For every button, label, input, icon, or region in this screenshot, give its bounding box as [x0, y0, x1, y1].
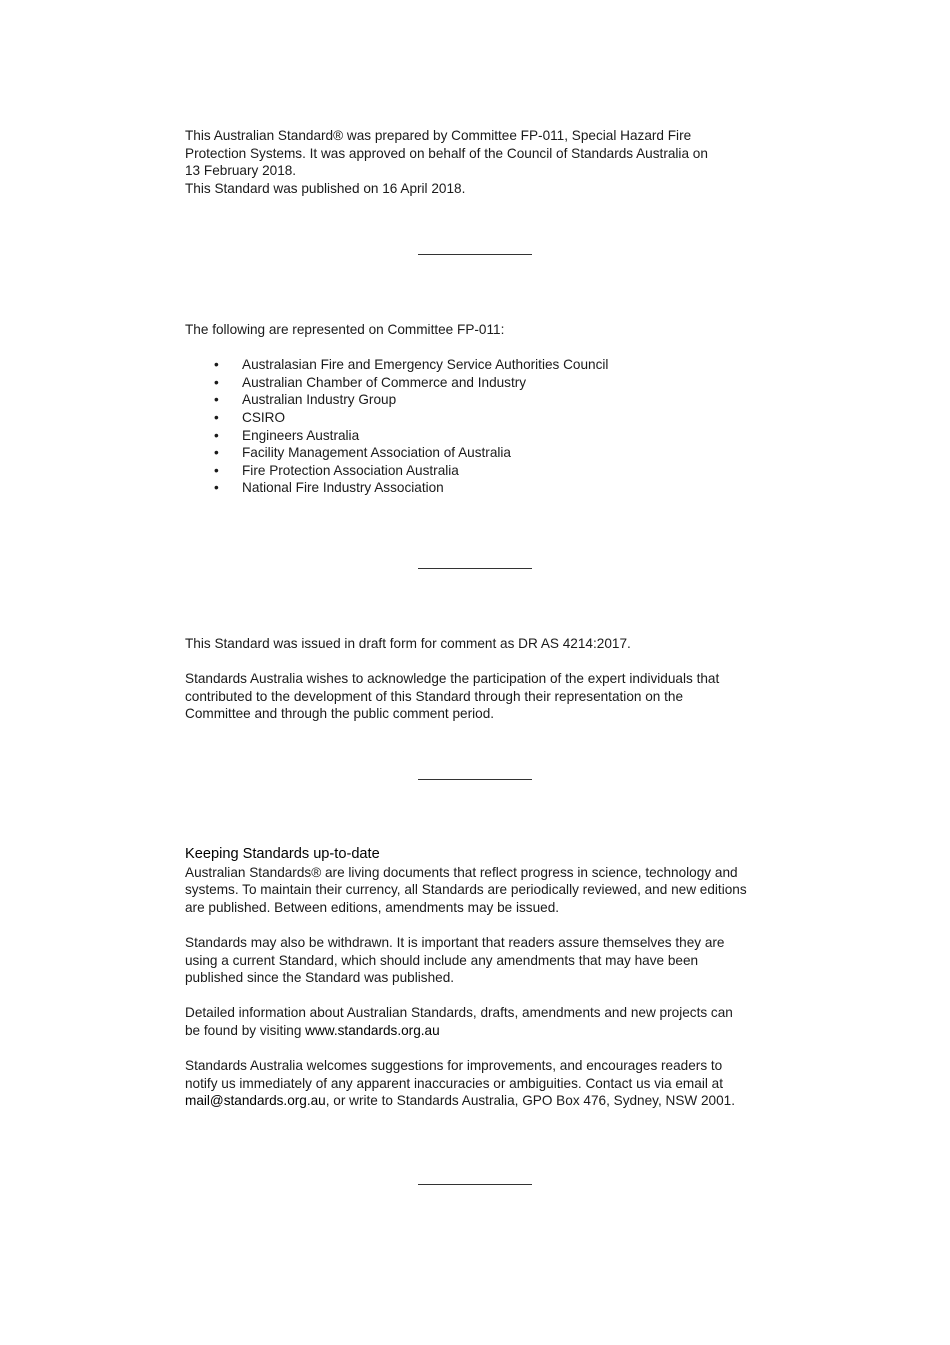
acknowledgement-line: contributed to the development of this Standard through their representation on the — [185, 688, 684, 704]
section-divider — [418, 1184, 532, 1185]
paragraph-line: Standards Australia welcomes suggestions for improvements, and encourages readers to — [185, 1058, 723, 1074]
prep-line: Protection Systems. It was approved on behalf of the Council of Standards Australia on — [185, 145, 708, 161]
prep-line: 13 February 2018. — [185, 163, 297, 179]
bullet-icon: • — [214, 392, 219, 408]
bullet-icon: • — [214, 374, 219, 390]
bullet-icon: • — [214, 427, 219, 443]
list-item: • National Fire Industry Association — [214, 480, 444, 496]
list-item: • Fire Protection Association Australia — [214, 462, 459, 478]
paragraph-line: notify us immediately of any apparent inaccuracies or ambiguities. Contact us via email at — [185, 1075, 723, 1091]
acknowledgement-line: Standards Australia wishes to acknowledge the participation of the expert individuals that — [185, 671, 720, 687]
bullet-icon: • — [214, 480, 219, 496]
committee-intro: The following are represented on Committee FP-011: — [185, 322, 505, 337]
section-divider — [418, 254, 532, 255]
paragraph-line: Detailed information about Australian Standards, drafts, amendments and new projects can — [185, 1005, 733, 1021]
keeping-up-to-date-section — [185, 846, 775, 1110]
paragraph-line: are published. Between editions, amendments may be issued. — [185, 899, 560, 915]
committee-section — [185, 321, 775, 497]
bullet-icon: • — [214, 409, 219, 425]
paragraph-line: be found by visiting www.standards.org.au — [185, 1022, 440, 1038]
paragraph-line: systems. To maintain their currency, all Standards are periodically reviewed, and new editions — [185, 882, 747, 898]
paragraph-line: mail@standards.org.au, or write to Standards Australia, GPO Box 476, Sydney, NSW 2001. — [185, 1093, 736, 1109]
list-item: • Australian Chamber of Commerce and Industry — [214, 374, 527, 390]
prep-line: This Australian Standard® was prepared by Committee FP-011, Special Hazard Fire — [185, 128, 692, 143]
draft-section — [185, 635, 775, 723]
list-item: • Facility Management Association of Australia — [214, 445, 511, 461]
list-item: • CSIRO — [214, 409, 286, 425]
bullet-icon: • — [214, 357, 219, 373]
acknowledgement-line: Committee and through the public comment period. — [185, 706, 495, 722]
list-item: • Engineers Australia — [214, 427, 360, 443]
email-link[interactable]: mail@standards.org.au — [185, 1093, 326, 1109]
section-divider — [418, 568, 532, 569]
list-item: • Australian Industry Group — [214, 392, 397, 408]
bullet-icon: • — [214, 445, 219, 461]
list-item: • Australasian Fire and Emergency Service Authorities Council — [214, 357, 609, 373]
website-link[interactable]: www.standards.org.au — [305, 1022, 440, 1038]
paragraph-line: Standards may also be withdrawn. It is important that readers assure themselves they are — [185, 934, 725, 950]
bullet-icon: • — [214, 462, 219, 478]
section-divider — [418, 779, 532, 780]
published-date: This Standard was published on 16 April 2018. — [185, 180, 466, 196]
paragraph-line: published since the Standard was published. — [185, 970, 455, 986]
paragraph-line: using a current Standard, which should include any amendments that may have been — [185, 952, 699, 968]
section-heading: Keeping Standards up-to-date — [185, 846, 380, 862]
committee-members-list — [185, 356, 775, 497]
paragraph-line: Australian Standards® are living documents that reflect progress in science, technology and — [185, 864, 738, 880]
draft-issued-text: This Standard was issued in draft form for comment as DR AS 4214:2017. — [185, 636, 631, 651]
preparation-statement — [185, 127, 775, 197]
